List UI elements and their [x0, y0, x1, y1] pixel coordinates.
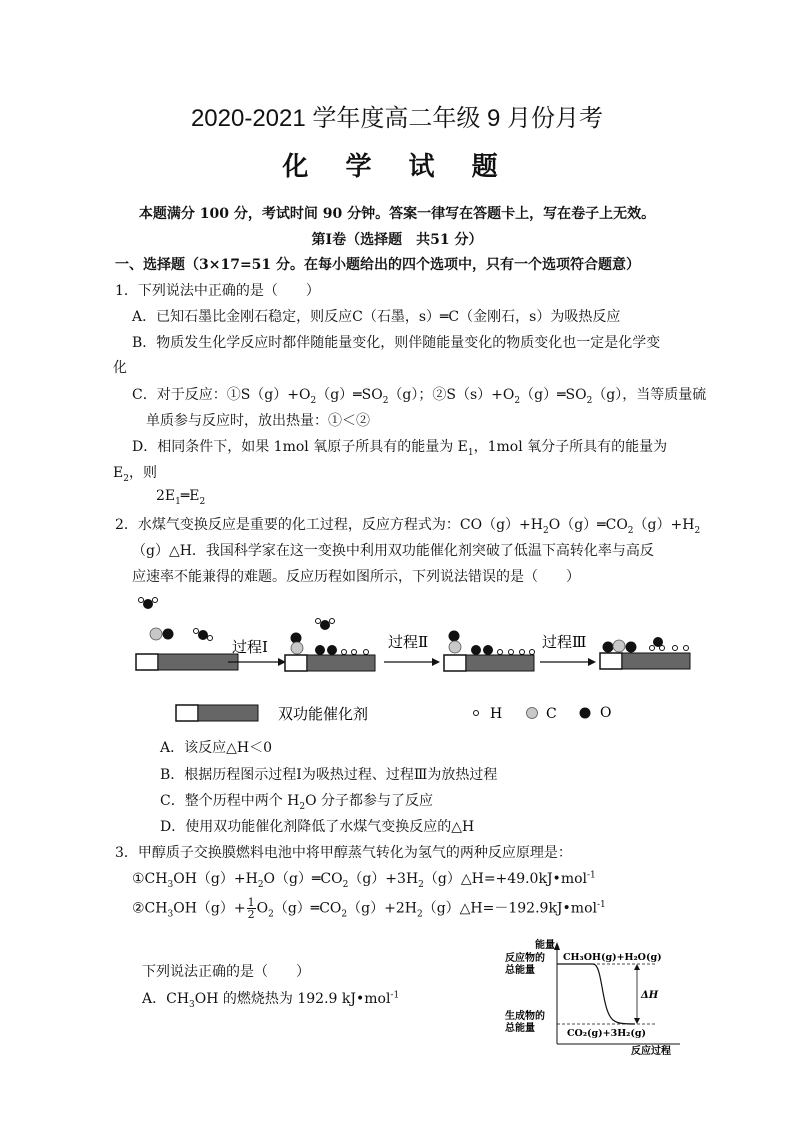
catalyst-bar-2: [444, 655, 534, 671]
q2-option-c: C．整个历程中两个 $H_2O$ 分子都参与了反应: [160, 793, 434, 812]
q2-stem-3: 应速率不能兼得的难题。反应历程如图所示，下列说法错误的是（ ）: [132, 569, 580, 585]
products-formula: CO₂(g)+3H₂(g): [567, 1028, 646, 1039]
q3-option-a: A．$CH_3OH$ 的燃烧热为 192.9 kJ•mol$^{-1}$: [142, 990, 400, 1010]
h2o-molecule-floating: [139, 598, 158, 610]
atom-legend: [474, 705, 612, 722]
energy-diagram: [505, 936, 695, 1056]
q3-reaction-2: $②CH_3OH(g)+$ $\frac{1}{2}$ $O_2(g)═CO_2(g)+2H_2(g)\triangle H=-192.9kJ•mol^{-1}$: [132, 896, 606, 921]
product-energy-label-1: 生成物的: [505, 1011, 545, 1022]
co-molecule: [150, 628, 174, 640]
q1-option-c-cont: 单质参与反应时，放出热量：①＜②: [146, 413, 370, 429]
q2-stem-1: 2．水煤气变换反应是重要的化工过程，反应方程式为：$CO(g)+H_2O(g)═CO_2(g)+H_2$: [115, 517, 701, 536]
reactant-energy-label-1: 反应物的: [505, 953, 545, 964]
section-heading: 一、选择题（3×17=51 分。在每小题给出的四个选项中，只有一个选项符合题意）: [115, 257, 641, 273]
legend-c: C: [546, 706, 557, 722]
reactants-formula: CH₃OH(g)+H₂O(g): [563, 952, 662, 963]
q1-option-a: A．已知石墨比金刚石稳定，则反应C（石墨，s）═C（金刚石，s）为吸热反应: [132, 309, 621, 325]
q3-stem: 3．甲醇质子交换膜燃料电池中将甲醇蒸气转化为氢气的两种反应原理是：: [115, 845, 572, 861]
q3-reaction-1: $①CH_3OH(g)+H_2O(g)═CO_2(g)+3H_2(g)\triangle H=+49.0kJ•mol^{-1}$: [132, 870, 596, 890]
step2-label: 过程Ⅱ: [388, 633, 429, 651]
q1-option-b-cont: 化: [113, 360, 127, 376]
legend-h: H: [490, 706, 503, 722]
q2-option-d: D．使用双功能催化剂降低了水煤气变换反应的△H: [160, 819, 475, 835]
reaction-mechanism-figure: [120, 590, 710, 730]
product-energy-label-2: 总能量: [505, 1023, 535, 1034]
energy-axis-label: 能量: [535, 940, 555, 951]
q1-option-d: D．相同条件下，如果 1mol 氧原子所具有的能量为 $E_1$，1mol 氧分子所具有的能量为: [132, 439, 668, 458]
q2-option-a: A．该反应△H＜0: [160, 740, 272, 756]
q1-option-c: C．对于反应：$①S(g)+O_2(g)═SO_2(g)$；$②S(s)+O_2(g)═SO_2(g)$，当等质量硫: [132, 387, 707, 406]
stage-2-molecules: [449, 631, 535, 656]
legend-o: O: [600, 705, 612, 721]
q1-option-d-eq: $2E_1═E_2$: [156, 488, 206, 507]
subject-title: 化 学 试 题: [282, 152, 512, 182]
stage-3-molecules: [603, 637, 689, 653]
energy-curve: [557, 964, 635, 1024]
volume-heading: 第Ⅰ卷（选择题 共51 分）: [311, 232, 483, 248]
exam-note: 本题满分 100 分，考试时间 90 分钟。答案一律写在答题卡上，写在卷子上无效。: [138, 206, 656, 222]
q1-option-b: B．物质发生化学反应时都伴随能量变化，则伴随能量变化的物质变化也一定是化学变: [132, 335, 661, 351]
catalyst-legend: [176, 705, 368, 723]
q3-ask: 下列说法正确的是（ ）: [142, 964, 310, 980]
q1-option-d-cont: $E_2$，则: [113, 465, 157, 484]
stage-1-molecules: [291, 619, 369, 656]
reactant-energy-label-2: 总能量: [505, 965, 535, 976]
q2-stem-2: （g）△H．我国科学家在这一变换中利用双功能催化剂突破了低温下高转化率与高反: [132, 543, 654, 559]
catalyst-bar-0: [136, 654, 238, 670]
reaction-process-label: 反应过程: [631, 1046, 671, 1056]
exam-title: 2020-2021 学年度高二年级 9 月份月考: [190, 105, 604, 132]
step3-label: 过程Ⅲ: [542, 633, 587, 651]
catalyst-bar-1: [285, 655, 375, 671]
step1-label: 过程Ⅰ: [232, 638, 268, 656]
q1-stem: 1．下列说法中正确的是（ ）: [115, 283, 320, 299]
fraction-half: $\frac{1}{2}$: [247, 896, 255, 921]
q2-option-b: B．根据历程图示过程Ⅰ为吸热过程、过程Ⅲ为放热过程: [160, 767, 498, 783]
delta-h-label: ΔH: [641, 990, 659, 1001]
h2o-molecule: [194, 629, 213, 641]
catalyst-legend-label: 双功能催化剂: [278, 705, 369, 723]
catalyst-bar-3: [600, 653, 690, 669]
